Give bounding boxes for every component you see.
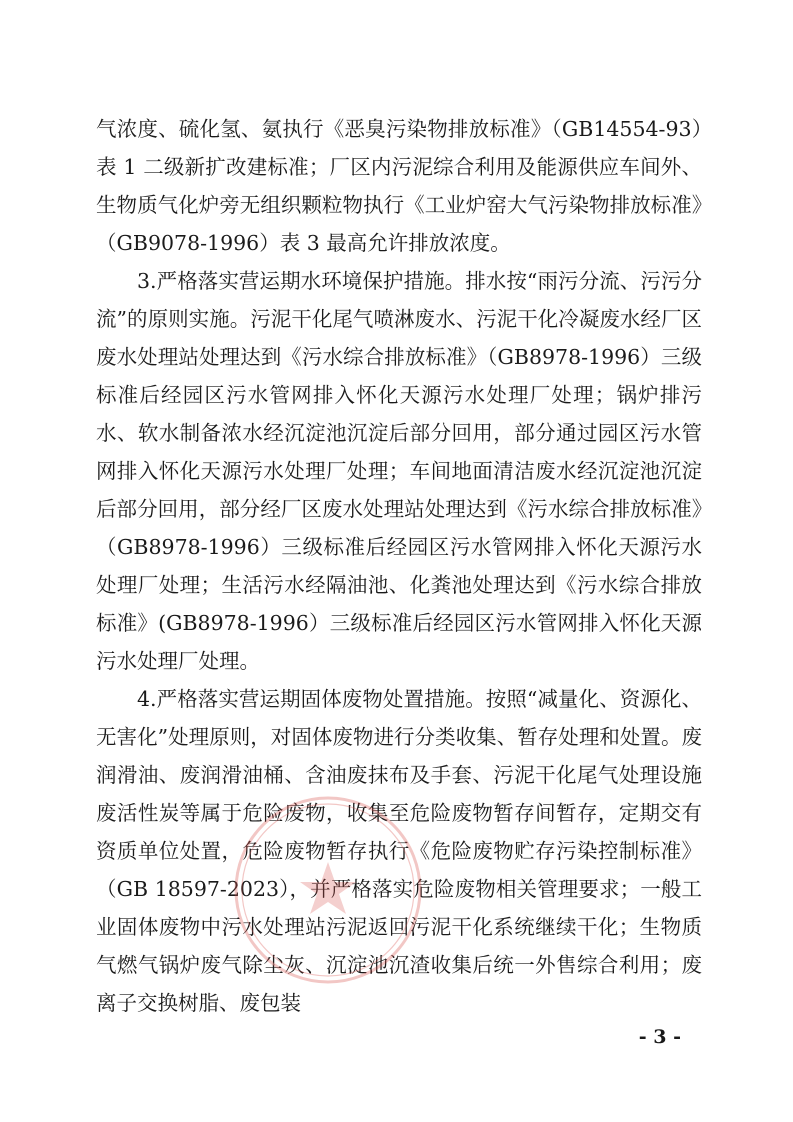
document-body: [96, 110, 702, 1022]
paragraph-air-standards: 气浓度、硫化氢、氨执行《恶臭污染物排放标准》（GB14554-93）表 1 二级新扩改建标准；厂区内污泥综合利用及能源供应车间外、生物质气化炉旁无组织颗粒物执行《工业炉窑大气污染物排放标准》（GB9078-1996）表 3 最高允许排放浓度。: [96, 117, 702, 255]
paragraph-solid-waste: 4.严格落实营运期固体废物处置措施。按照“减量化、资源化、无害化”处理原则，对固体废物进行分类收集、暂存处理和处置。废润滑油、废润滑油桶、含油废抹布及手套、污泥干化尾气处理设施废活性炭等属于危险废物，收集至危险废物暂存间暂存，定期交有资质单位处置，危险废物暂存执行《危险废物贮存污染控制标准》（GB 18597-2023），并严格落实危险废物相关管理要求；一般工业固体废物中污水处理站污泥返回污泥干化系统继续干化；生物质气燃气锅炉废气除尘灰、沉淀池沉渣收集后统一外售综合利用；废离子交换树脂、废包装: [96, 687, 702, 1015]
page-number: - 3 -: [638, 1026, 681, 1048]
paragraph-water-protection: 3.严格落实营运期水环境保护措施。排水按“雨污分流、污污分流”的原则实施。污泥干化尾气喷淋废水、污泥干化冷凝废水经厂区废水处理站处理达到《污水综合排放标准》（GB8978-1996）三级标准后经园区污水管网排入怀化天源污水处理厂处理；锅炉排污水、软水制备浓水经沉淀池沉淀后部分回用，部分通过园区污水管网排入怀化天源污水处理厂处理；车间地面清洁废水经沉淀池沉淀后部分回用，部分经厂区废水处理站处理达到《污水综合排放标准》（GB8978-1996）三级标准后经园区污水管网排入怀化天源污水处理厂处理；生活污水经隔油池、化粪池处理达到《污水综合排放标准》(GB8978-1996）三级标准后经园区污水管网排入怀化天源污水处理厂处理。: [96, 269, 702, 673]
